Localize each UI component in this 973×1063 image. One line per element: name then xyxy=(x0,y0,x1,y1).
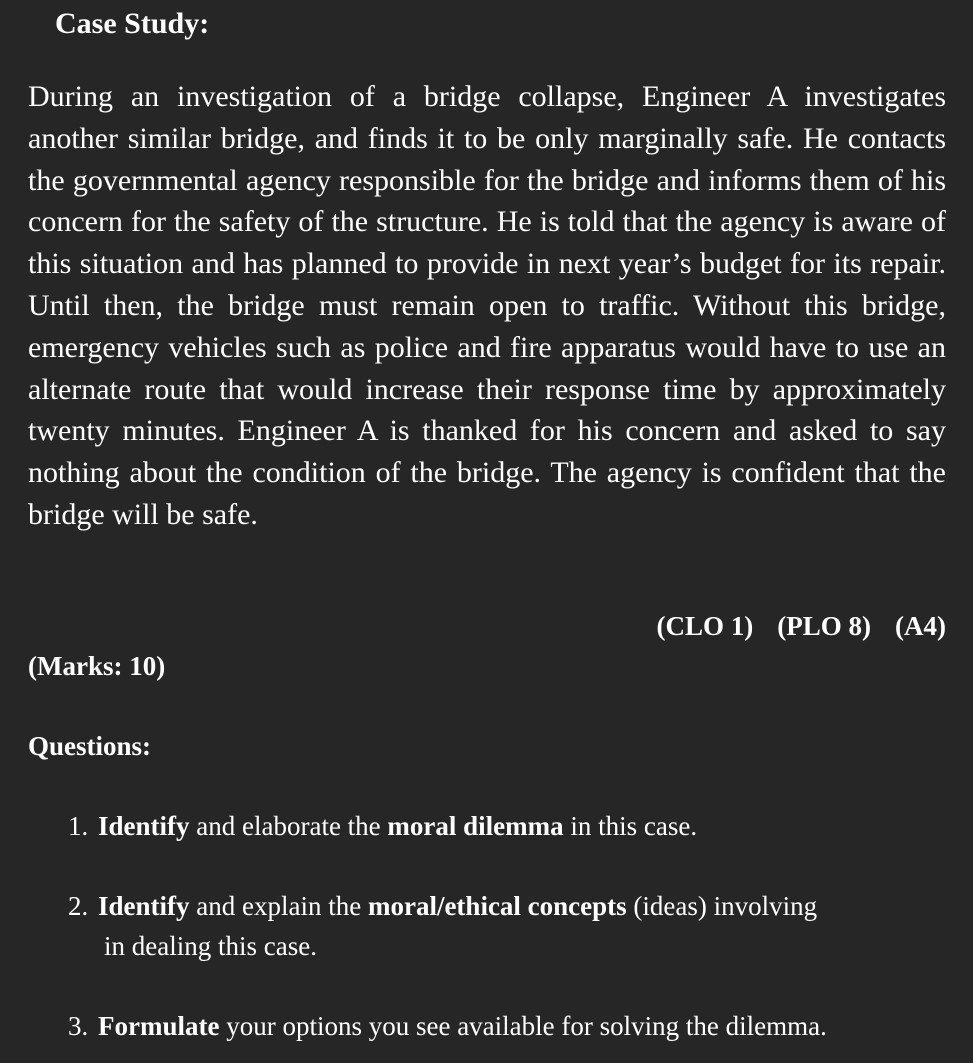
question-2 xyxy=(68,886,948,966)
question-keyword: moral/ethical concepts xyxy=(367,891,627,921)
question-text: in this case. xyxy=(563,811,698,841)
question-keyword: Formulate xyxy=(98,1011,220,1041)
questions-heading: Questions: xyxy=(28,731,152,761)
case-study-heading: Case Study: xyxy=(55,7,210,40)
question-text: and explain the xyxy=(189,891,368,921)
question-number: 2. xyxy=(68,891,89,921)
plo-code: (PLO 8) xyxy=(777,611,872,641)
clo-code: (CLO 1) xyxy=(656,611,754,641)
question-number: 3. xyxy=(68,1011,89,1041)
question-keyword: Identify xyxy=(98,891,190,921)
case-study-paragraph: During an investigation of a bridge collapse, Engineer A investigates another similar bridge, and finds it to be only marginally safe. He contacts the governmental agency responsible for the bridge and informs them of his concern for the safety of the structure. He is told that the agency is aware of this situation and has planned to provide in next year’s budget for its repair. Until then, the bridge must remain open to traffic. Without this bridge, emergency vehicles such as police and fire apparatus would have to use an alternate route that would increase their response time by approximately twenty minutes. Engineer A is thanked for his concern and asked to say nothing about the condition of the bridge. The agency is confident that the bridge will be safe. xyxy=(28,80,946,531)
question-continuation: in dealing this case. xyxy=(104,931,317,961)
question-3 xyxy=(68,1006,948,1046)
question-text: your options you see available for solving the dilemma. xyxy=(219,1011,827,1041)
question-number: 1. xyxy=(68,811,89,841)
question-1 xyxy=(68,806,948,846)
outcome-codes xyxy=(28,608,946,644)
level-code: (A4) xyxy=(895,611,946,641)
marks-label: (Marks: 10) xyxy=(28,651,166,681)
question-keyword: Identify xyxy=(98,811,190,841)
question-text: and elaborate the xyxy=(189,811,388,841)
question-text: (ideas) involving xyxy=(626,891,818,921)
question-keyword: moral dilemma xyxy=(387,811,564,841)
